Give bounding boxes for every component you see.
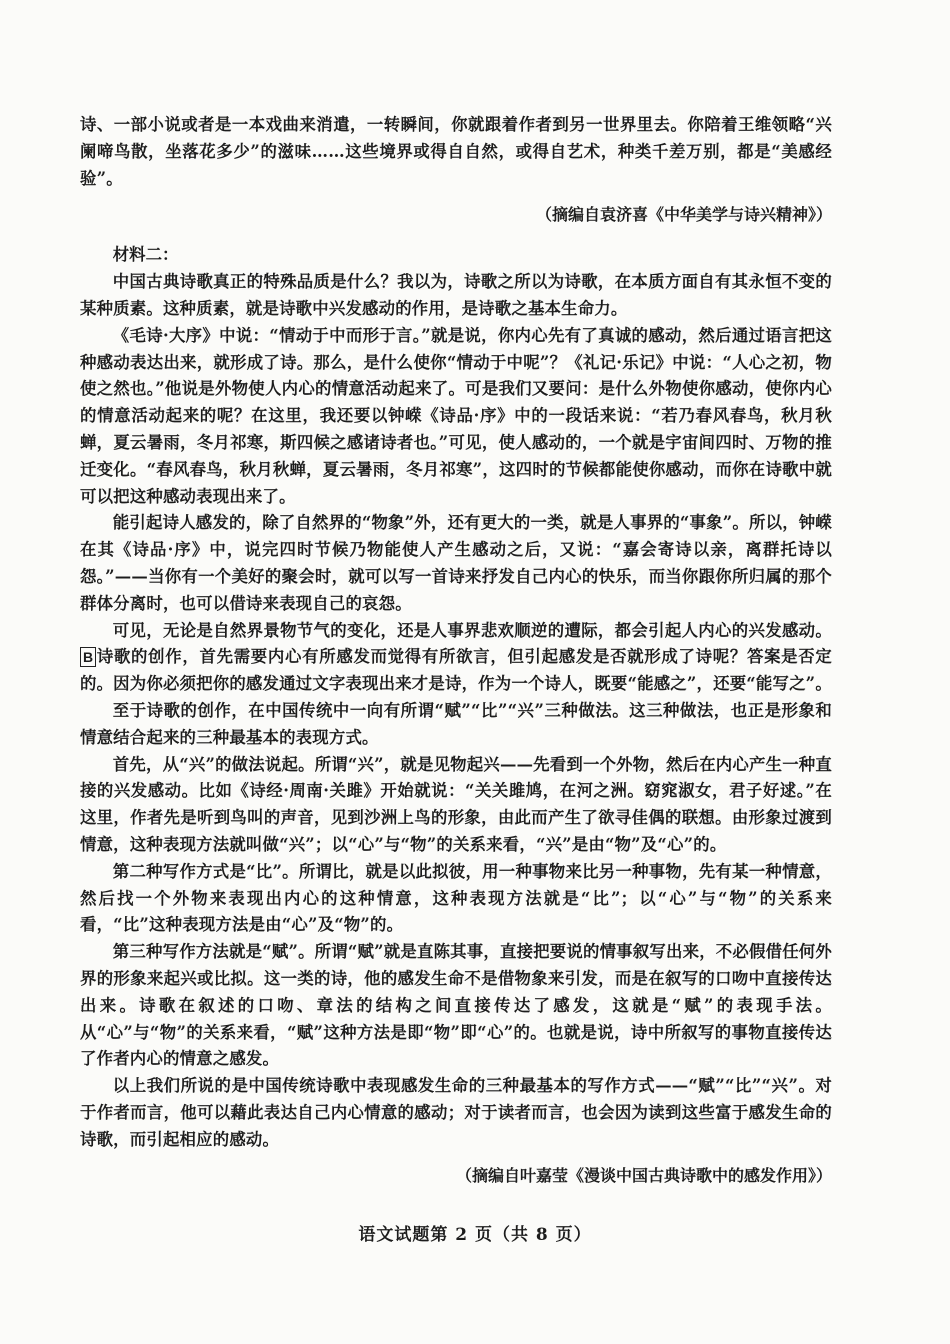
paragraph: 以上我们所说的是中国传统诗歌中表现感发生命的三种最基本的写作方式——“赋”“比”“兴”。对于作者而言，他可以藉此表达自己内心情意的感动；对于读者而言，也会因为读到这些富于感发生命的诗歌，而引起相应的感动。 — [80, 1076, 832, 1149]
paragraph: 能引起诗人感发的，除了自然界的“物象”外，还有更大的一类，就是人事界的“事象”。所以，钟嵘在其《诗品·序》中，说完四时节候乃物能使人产生感动之后，又说：“嘉会寄诗以亲，离群托诗以怨。”——当你有一个美好的聚会时，就可以写一首诗来抒发自己内心的快乐，而当你跟你所归属的那个群体分离时，也可以借诗来表现自己的哀怨。 — [80, 513, 832, 613]
material-two-heading: 材料二： — [112, 245, 179, 265]
page-footer: 语文试题第 2 页（共 8 页） — [358, 1225, 592, 1245]
paragraph: 至于诗歌的创作，在中国传统中一向有所谓“赋”“比”“兴”三种做法。这三种做法，也正是形象和情意结合起来的三种最基本的表现方式。 — [80, 700, 832, 747]
paragraph: 首先，从“兴”的做法说起。所谓“兴”，就是见物起兴——先看到一个外物，然后在内心产生一种直接的兴发感动。比如《诗经·周南·关雎》开始就说：“关关雎鸠，在河之洲。窈窕淑女，君子好逑。”在这里，作者先是听到鸟叫的声音，见到沙洲上鸟的形象，由此而产生了欲寻佳偶的联想。由形象过渡到情意，这种表现方法就叫做“兴”；以“心”与“物”的关系来看，“兴”是由“物”及“心”的。 — [80, 754, 832, 854]
paragraph: 《毛诗·大序》中说：“情动于中而形于言。”就是说，你内心先有了真诚的感动，然后通过语言把这种感动表达出来，就形成了诗。那么，是什么使你“情动于中呢”？《礼记·乐记》中说：“人心之初，物使之然也。”他说是外物使人内心的情意活动起来了。可是我们又要问：是什么外物使你感动，使你内心的情意活动起来的呢？在这里，我还要以钟嵘《诗品·序》中的一段话来说：“若乃春风春鸟，秋月秋蝉，夏云暑雨，冬月祁寒，斯四候之感诸诗者也。”可见，使人感动的，一个就是宇宙间四时、万物的推迁变化。“春风春鸟，秋月秋蝉，夏云暑雨，冬月祁寒”，这四时的节候都能使你感动，而你在诗歌中就可以把这种感动表现出来了。 — [80, 325, 832, 506]
paragraph: 第二种写作方式是“比”。所谓比，就是以此拟彼，用一种事物来比另一种事物，先有某一种情意，然后找一个外物来表现出内心的这种情意，这种表现方法就是“比”；以“心”与“物”的关系来看，“比”这种表现方法是由“心”及“物”的。 — [80, 861, 832, 935]
source-citation-1: （摘编自袁济喜《中华美学与诗兴精神》） — [535, 205, 832, 225]
paragraph-with-marker — [80, 618, 832, 698]
paragraph-text-after-marker: 诗歌的创作，首先需要内心有所感发而觉得有所欲言，但引起感发是否就形成了诗呢？答案是否定的。因为你必须把你的感发通过文字表现出来才是诗，作为一个诗人，既要“能感之”，还要“能写之”。 — [80, 647, 832, 694]
paragraph: 第三种写作方法就是“赋”。所谓“赋”就是直陈其事，直接把要说的情事叙写出来，不必假借任何外界的形象来起兴或比拟。这一类的诗，他的感发生命不是借物象来引发，而是在叙写的口吻中直接传达出来。诗歌在叙述的口吻、章法的结构之间直接传达了感发，这就是“赋”的表现手法。从“心”与“物”的关系来看，“赋”这种方法是即“物”即“心”的。也就是说，诗中所叙写的事物直接传达了作者内心的情意之感发。 — [80, 942, 832, 1069]
source-citation-2: （摘编自叶嘉莹《漫谈中国古典诗歌中的感发作用》） — [455, 1166, 832, 1186]
question-marker-b: B — [80, 647, 96, 667]
paragraph-text-before-marker: 可见，无论是自然界景物节气的变化，还是人事界悲欢顺逆的遭际，都会引起人内心的兴发感动。 — [112, 620, 832, 640]
paragraph: 中国古典诗歌真正的特殊品质是什么？我以为，诗歌之所以为诗歌，在本质方面自有其永恒不变的某种质素。这种质素，就是诗歌中兴发感动的作用，是诗歌之基本生命力。 — [80, 272, 832, 318]
paragraph-continued: 诗、一部小说或者是一本戏曲来消遣，一转瞬间，你就跟着作者到另一世界里去。你陪着王维领略“兴阑啼鸟散，坐落花多少”的滋味……这些境界或得自自然，或得自艺术，种类千差万别，都是“美感经验”。 — [80, 115, 832, 188]
